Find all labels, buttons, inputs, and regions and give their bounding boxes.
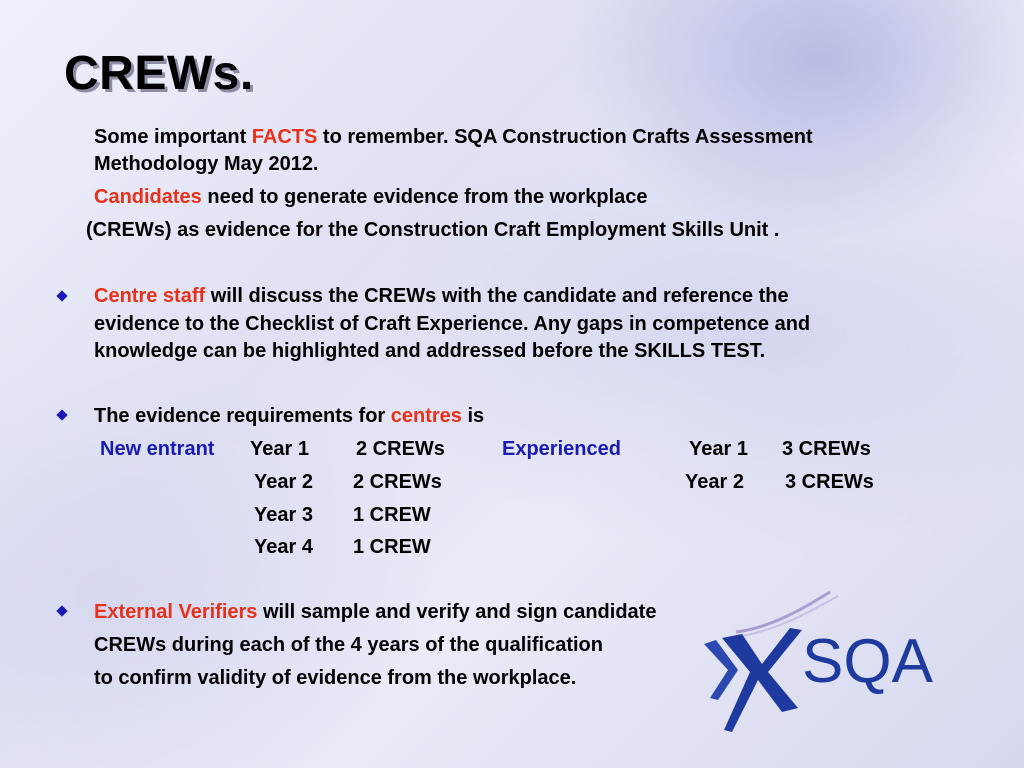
sqa-logo-text: SQA: [802, 627, 933, 696]
sqa-logo-icon: [698, 588, 968, 738]
bullet1-line-1: [94, 282, 789, 310]
intro-line-4: (CREWs) as evidence for the Construction Craft Employment Skills Unit .: [86, 219, 780, 241]
diamond-bullet-icon: [56, 290, 67, 301]
experienced-crews: 3 CREWs: [782, 438, 871, 460]
slide-title: CREWs.: [64, 47, 254, 100]
new-entrant-year: Year 4: [254, 536, 313, 558]
facts-highlight: FACTS: [251, 126, 318, 148]
intro-text: to remember. SQA Construction Crafts Assessment: [317, 126, 813, 148]
candidates-highlight: Candidates: [94, 186, 202, 208]
experienced-crews: 3 CREWs: [785, 471, 874, 493]
intro-line-1: [94, 123, 813, 151]
centre-staff-highlight: Centre staff: [94, 285, 206, 307]
external-verifiers-highlight: External Verifiers: [94, 601, 258, 623]
bullet1-line-2: evidence to the Checklist of Craft Experience. Any gaps in competence and: [94, 313, 811, 335]
new-entrant-year: Year 3: [254, 504, 313, 526]
intro-line-3: [94, 183, 648, 211]
new-entrant-crews: 1 CREW: [353, 536, 431, 558]
new-entrant-year: Year 1: [250, 438, 309, 460]
experienced-label: Experienced: [502, 438, 621, 460]
centres-highlight: centres: [390, 405, 462, 427]
bullet3-line-2: CREWs during each of the 4 years of the qualification: [94, 634, 603, 656]
new-entrant-year: Year 2: [254, 471, 313, 493]
bullet1-line-3: knowledge can be highlighted and addressed before the SKILLS TEST.: [94, 340, 766, 362]
bullet3-text: will sample and verify and sign candidate: [257, 601, 657, 623]
new-entrant-crews: 2 CREWs: [356, 438, 445, 460]
diamond-bullet-icon: [56, 605, 67, 616]
bullet2-text: The evidence requirements for: [94, 405, 391, 427]
bullet2-text: is: [461, 405, 485, 427]
new-entrant-crews: 1 CREW: [353, 504, 431, 526]
diamond-bullet-icon: [56, 409, 67, 420]
new-entrant-crews: 2 CREWs: [353, 471, 442, 493]
experienced-year: Year 2: [685, 471, 744, 493]
bullet2-line-1: [94, 402, 484, 430]
intro-line-2: Methodology May 2012.: [94, 153, 319, 175]
experienced-year: Year 1: [689, 438, 748, 460]
bullet1-text: will discuss the CREWs with the candidate and reference the: [205, 285, 789, 307]
bullet3-line-1: [94, 598, 656, 626]
intro-text: need to generate evidence from the workplace: [201, 186, 648, 208]
new-entrant-label: New entrant: [100, 438, 215, 460]
bullet3-line-3: to confirm validity of evidence from the workplace.: [94, 667, 577, 689]
intro-text: Some important: [94, 126, 252, 148]
